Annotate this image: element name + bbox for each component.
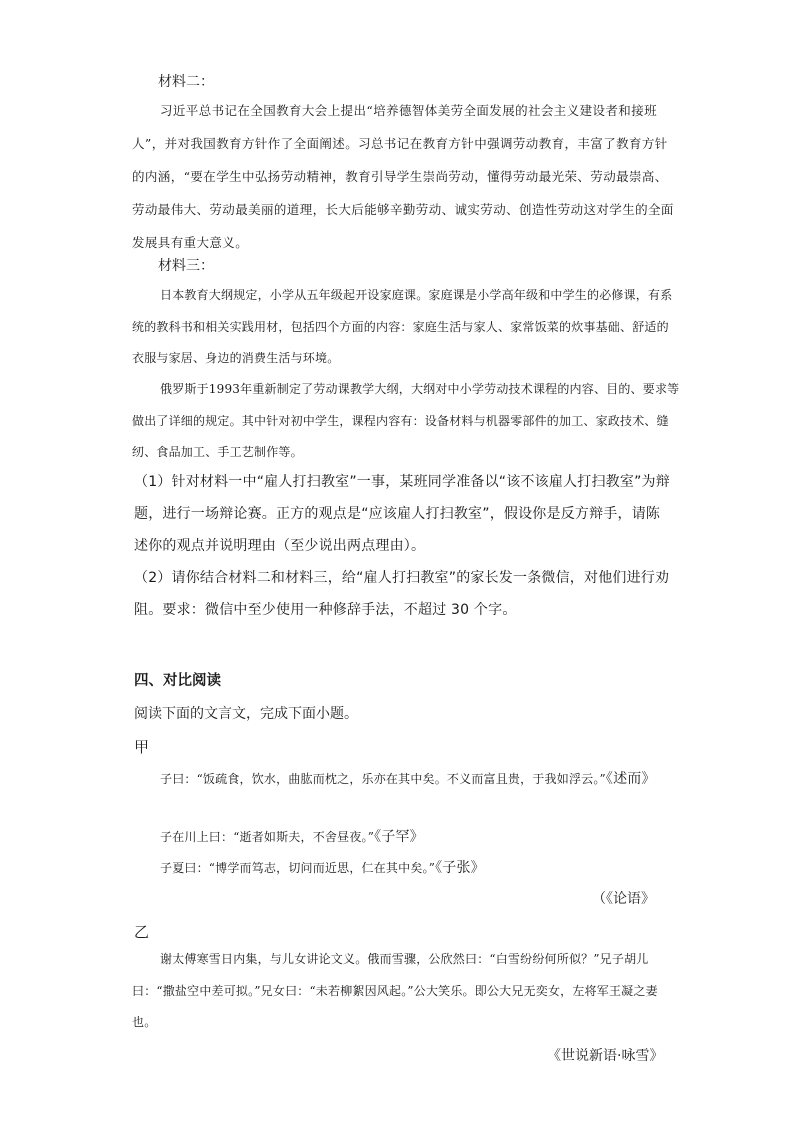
question-2: （2）请你结合材料二和材料三，给“雇人打扫教室”的家长发一条微信，对他们进行劝阻。要求：微信中至少使用一种修辞手法，不超过 30 个字。 [134, 570, 670, 618]
jia-label: 甲 [134, 738, 150, 756]
jia-line2 [132, 822, 680, 854]
jia-line3-quote: 子夏曰：“博学而笃志，切问而近思，仁在其中矣。” [160, 861, 436, 875]
material2-paragraph: 习近平总书记在全国教育大会上提出“培养德智体美劳全面发展的社会主义建设者和接班人”，并对我国教育方针作了全面阐述。习总书记在教育方针中强调劳动教育，丰富了教育方针的内涵，“要在学生中弘扬劳动精神，教育引导学生崇尚劳动，懂得劳动最光荣、劳动最崇高、劳动最伟大、劳动最美丽的道理，长大后能够辛勤劳动、诚实劳动、创造性劳动这对学生的全面发展具有重大意义。 [132, 103, 674, 250]
jia-source: （《论语》 [592, 891, 655, 907]
jia-line3 [132, 853, 680, 885]
jia-line1 [132, 764, 680, 796]
jia-line1-quote: 子曰：“饭疏食，饮水，曲肱而枕之，乐亦在其中矣。不义而富且贵，于我如浮云。” [160, 772, 606, 786]
material3-paragraph-japan: 日本教育大纲规定，小学从五年级起开设家庭课。家庭课是小学高年级和中学生的必修课，有系统的教科书和相关实践用材，包括四个方面的内容：家庭生活与家人、家常饭菜的炊事基础、舒适的衣服与家居、身边的消费生活与环境。 [132, 288, 673, 365]
jia-line2-quote: 子在川上曰：“逝者如斯夫，不舍昼夜。” [160, 830, 375, 844]
jia-line1-source: 《述而》 [605, 771, 656, 787]
material2-label: 材料二： [158, 74, 214, 90]
section4-heading: 四、对比阅读 [134, 673, 221, 689]
yi-label: 乙 [134, 923, 150, 941]
material3-paragraph-russia: 俄罗斯于1993年重新制定了劳动课教学大纲，大纲对中小学劳动技术课程的内容、目的、要求等做出了详细的规定。其中针对初中学生，课程内容有：设备材料与机器零部件的加工、家政技术、缝纫、食品加工、手工艺制作等。 [132, 382, 680, 459]
material3-label: 材料三： [158, 258, 214, 274]
yi-paragraph: 谢太傅寒雪日内集，与儿女讲论文义。俄而雪骤，公欣然曰：“白雪纷纷何所似？”兄子胡儿曰：“撒盐空中差可拟。”兄女曰：“未若柳絮因风起。”公大笑乐。即公大兄无奕女，左将军王凝之妻也。 [132, 952, 658, 1029]
yi-source: 《世说新语·咏雪》 [547, 1048, 664, 1064]
section4-instruction: 阅读下面的文言文，完成下面小题。 [134, 706, 358, 722]
jia-line2-source: 《子罕》 [374, 829, 424, 845]
jia-line3-source: 《子张》 [435, 860, 485, 876]
question-1: （1）针对材料一中“雇人打扫教室”一事，某班同学准备以“该不该雇人打扫教室”为辩题，进行一场辩论赛。正方的观点是“应该雇人打扫教室”，假设你是反方辩手，请陈述你的观点并说明理由（至少说出两点理由）。 [134, 474, 670, 554]
